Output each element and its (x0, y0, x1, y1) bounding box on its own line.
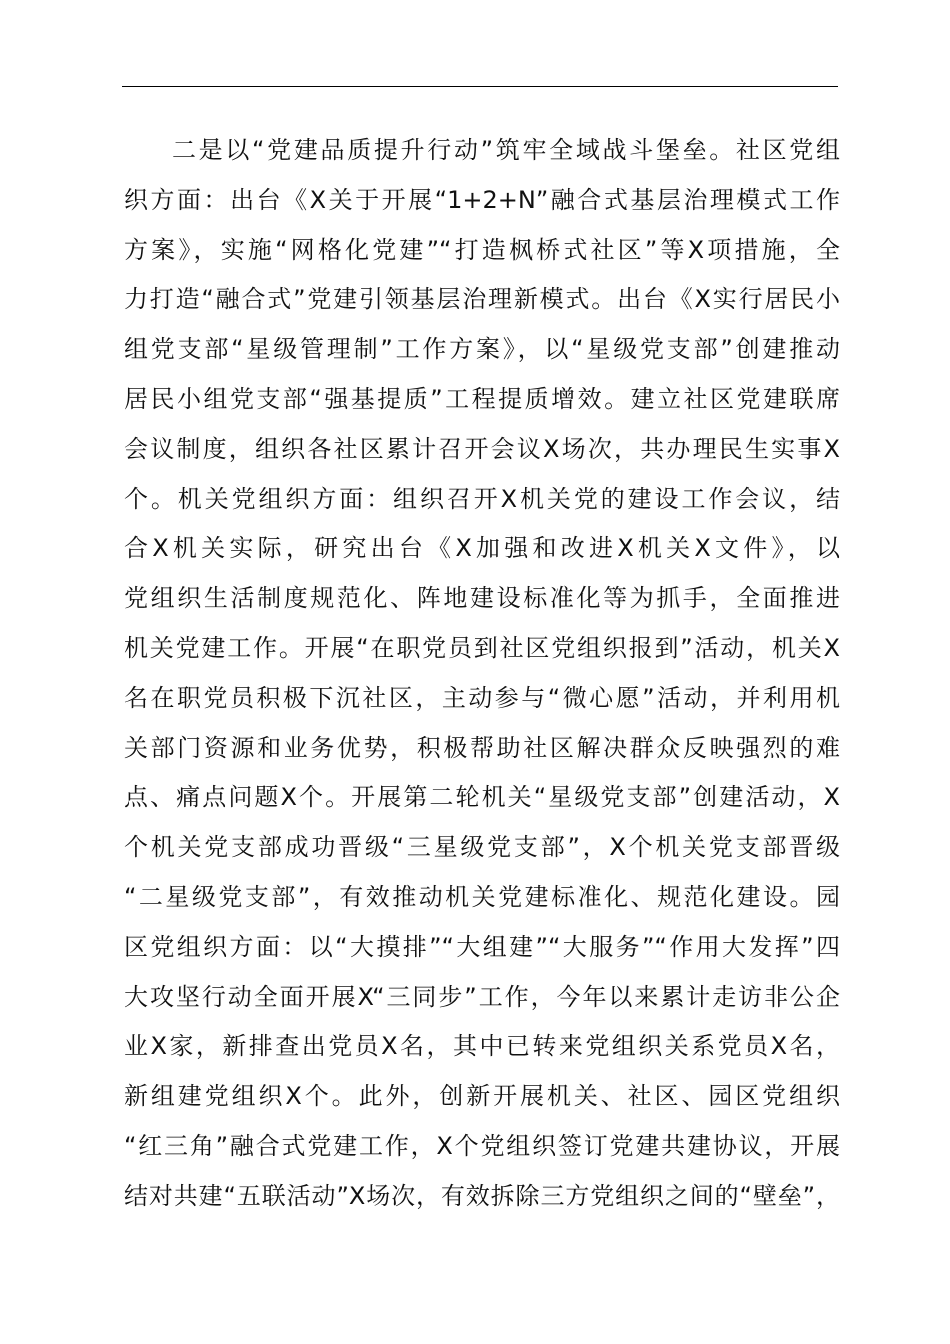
paragraph-line: 力打造“融合式”党建引领基层治理新模式。出台《X实行居民小 (124, 285, 840, 314)
paragraph-line: 区党组织方面：以“大摸排”“大组建”“大服务”“作用大发挥”四 (124, 932, 840, 961)
body-paragraph (124, 126, 840, 1222)
paragraph-line: 会议制度，组织各社区累计召开会议X场次，共办理民生实事X (124, 434, 840, 463)
paragraph-line: 名在职党员积极下沉社区，主动参与“微心愿”活动，并利用机 (124, 683, 840, 712)
paragraph-line: 方案》，实施“网格化党建”“打造枫桥式社区”等X项措施，全 (124, 235, 840, 264)
paragraph-line: 关部门资源和业务优势，积极帮助社区解决群众反映强烈的难 (124, 733, 840, 762)
paragraph-line: 党组织生活制度规范化、阵地建设标准化等为抓手，全面推进 (124, 584, 840, 613)
paragraph-line: 居民小组党支部“强基提质”工程提质增效。建立社区党建联席 (124, 384, 840, 413)
paragraph-line: 点、痛点问题X个。开展第二轮机关“星级党支部”创建活动，X (124, 783, 840, 812)
header-rule (122, 86, 838, 87)
paragraph-line: “二星级党支部”，有效推动机关党建标准化、规范化建设。园 (124, 882, 840, 911)
paragraph-line: 组党支部“星级管理制”工作方案》，以“星级党支部”创建推动 (124, 335, 840, 364)
paragraph-line: 个机关党支部成功晋级“三星级党支部”，X个机关党支部晋级 (124, 833, 840, 862)
paragraph-line: 织方面：出台《X关于开展“1+2+N”融合式基层治理模式工作 (124, 185, 840, 214)
paragraph-line: 业X家，新排查出党员X名，其中已转来党组织关系党员X名， (124, 1032, 840, 1061)
paragraph-line: 合X机关实际，研究出台《X加强和改进X机关X文件》，以 (124, 534, 840, 563)
paragraph-line: 结对共建“五联活动”X场次，有效拆除三方党组织之间的“壁垒”， (124, 1181, 840, 1210)
paragraph-line: “红三角”融合式党建工作，X个党组织签订党建共建协议，开展 (124, 1131, 840, 1160)
paragraph-line: 机关党建工作。开展“在职党员到社区党组织报到”活动，机关X (124, 633, 840, 662)
paragraph-line: 大攻坚行动全面开展X“三同步”工作，今年以来累计走访非公企 (124, 982, 840, 1011)
paragraph-line: 二是以“党建品质提升行动”筑牢全域战斗堡垒。社区党组 (172, 136, 840, 164)
paragraph-line: 个。机关党组织方面：组织召开X机关党的建设工作会议，结 (124, 484, 840, 513)
paragraph-line: 新组建党组织X个。此外，创新开展机关、社区、园区党组织 (124, 1082, 840, 1111)
